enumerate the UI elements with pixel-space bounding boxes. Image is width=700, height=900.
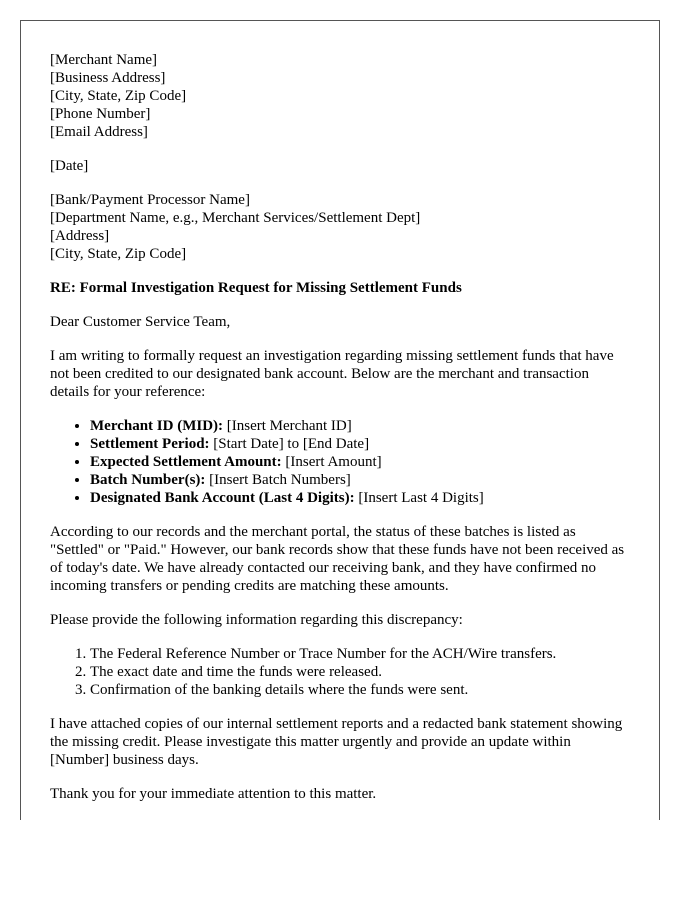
- salutation: Dear Customer Service Team,: [50, 314, 231, 330]
- sender-phone: [Phone Number]: [50, 106, 151, 122]
- subject-line: RE: Formal Investigation Request for Missing Settlement Funds: [50, 280, 462, 296]
- sender-city: [City, State, Zip Code]: [50, 88, 187, 104]
- letter-content: [50, 51, 630, 819]
- detail-item: [90, 471, 630, 489]
- detail-value: [Start Date] to [End Date]: [209, 436, 370, 452]
- request-item: 1. The Federal Reference Number or Trace Number for the ACH/Wire transfers.: [90, 645, 630, 663]
- recipient-department: [Department Name, e.g., Merchant Services/Settlement Dept]: [50, 210, 421, 226]
- detail-value: [Insert Amount]: [281, 454, 382, 470]
- detail-item: [90, 417, 630, 435]
- intro-paragraph: I am writing to formally request an investigation regarding missing settlement funds that have not been credited to our designated bank account. Below are the merchant and transaction details for your reference:: [50, 348, 614, 400]
- recipient-address: [Address]: [50, 228, 110, 244]
- sender-address: [Business Address]: [50, 70, 166, 86]
- request-item: 2. The exact date and time the funds were released.: [90, 663, 630, 681]
- detail-label: Designated Bank Account (Last 4 Digits):: [90, 490, 355, 506]
- detail-value: [Insert Batch Numbers]: [205, 472, 351, 488]
- request-intro: Please provide the following information regarding this discrepancy:: [50, 612, 463, 628]
- requests-list: [50, 645, 630, 699]
- sender-name: [Merchant Name]: [50, 52, 158, 68]
- sender-email: [Email Address]: [50, 124, 148, 140]
- detail-value: [Insert Merchant ID]: [223, 418, 352, 434]
- status-paragraph: According to our records and the merchant portal, the status of these batches is listed as "Settled" or "Paid." However, our bank records show that these funds have not been received as of today's date. We have already contacted our receiving bank, and they have confirmed no incoming transfers or pending credits are matching these amounts.: [50, 524, 625, 594]
- detail-label: Settlement Period:: [90, 436, 210, 452]
- detail-item: [90, 435, 630, 453]
- request-item: 3. Confirmation of the banking details where the funds were sent.: [90, 681, 630, 699]
- closing-line: Thank you for your immediate attention to this matter.: [50, 786, 377, 802]
- letter-page: [20, 20, 660, 820]
- details-list: [50, 417, 630, 507]
- recipient-name: [Bank/Payment Processor Name]: [50, 192, 250, 208]
- detail-item: [90, 453, 630, 471]
- attachments-paragraph: I have attached copies of our internal settlement reports and a redacted bank statement showing the missing credit. Please investigate this matter urgently and provide an update within [Number] business days.: [50, 716, 623, 768]
- recipient-city: [City, State, Zip Code]: [50, 246, 187, 262]
- sender-block: [50, 51, 630, 141]
- detail-label: Batch Number(s):: [90, 472, 206, 488]
- detail-label: Merchant ID (MID):: [90, 418, 224, 434]
- recipient-block: [50, 191, 630, 263]
- detail-label: Expected Settlement Amount:: [90, 454, 282, 470]
- detail-value: [Insert Last 4 Digits]: [354, 490, 484, 506]
- letter-date: [Date]: [50, 158, 89, 174]
- detail-item: [90, 489, 630, 507]
